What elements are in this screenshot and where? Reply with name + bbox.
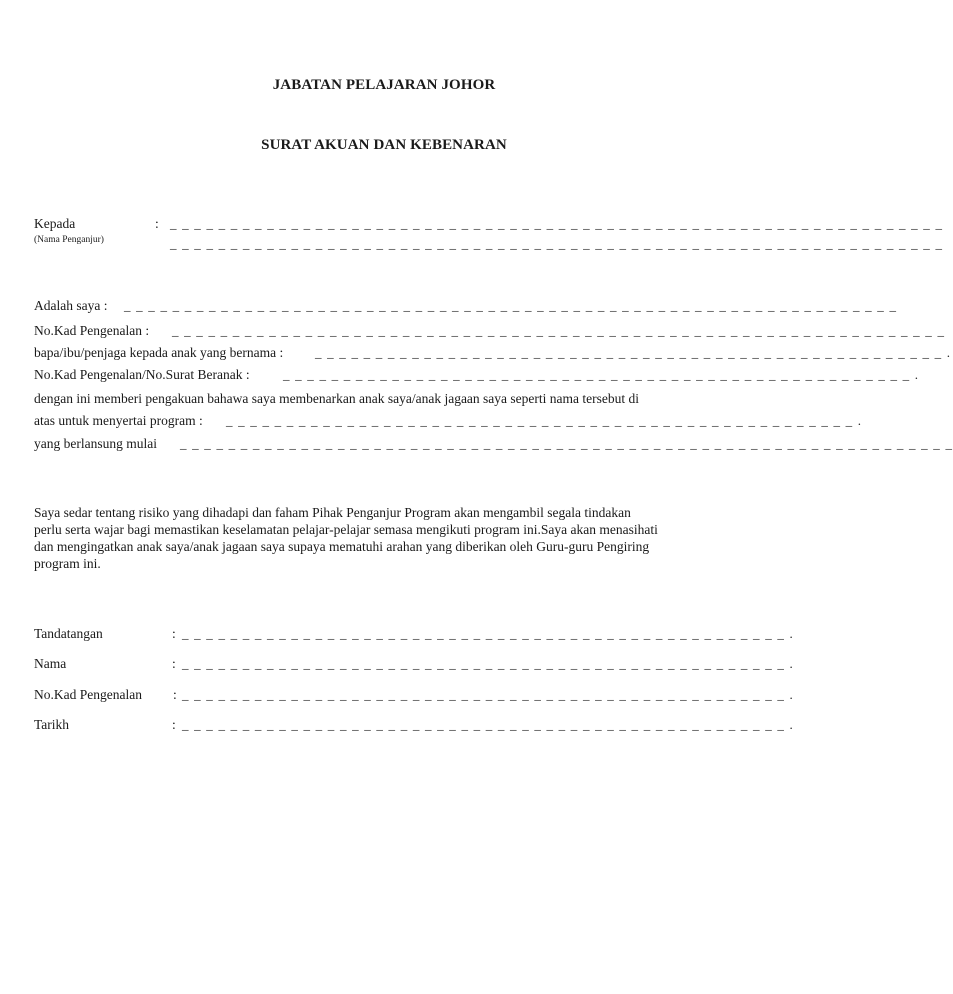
no-kad-sig-colon: : [173, 687, 177, 702]
nama-colon: : [172, 656, 176, 671]
tandatangan-field[interactable]: _ _ _ _ _ _ _ _ _ _ _ _ _ _ _ _ _ _ _ _ _ _ _ _ _ _ _ _ _ _ _ _ _ _ _ _ _ _ _ _ _ _ _ _ _ _ _ _ _ _ . [182, 626, 794, 641]
no-kad-sig-label: No.Kad Pengenalan [34, 687, 142, 702]
risk-line-1: Saya sedar tentang risiko yang dihadapi dan faham Pihak Penganjur Program akan mengambil segala tindakan [34, 505, 631, 520]
tarikh-mulai-field[interactable]: _ _ _ _ _ _ _ _ _ _ _ _ _ _ _ _ _ _ _ _ _ _ _ _ _ _ _ _ _ _ _ _ _ _ _ _ _ _ _ _ _ _ _ _ _ _ _ _ _ _ _ _ _ _ _ _ _ _ _ _ _ _ _ _ [180, 436, 953, 451]
no-kad-sig-field[interactable]: _ _ _ _ _ _ _ _ _ _ _ _ _ _ _ _ _ _ _ _ _ _ _ _ _ _ _ _ _ _ _ _ _ _ _ _ _ _ _ _ _ _ _ _ _ _ _ _ _ _ . [182, 687, 794, 702]
risk-line-4: program ini. [34, 556, 101, 571]
nama-label: Nama [34, 656, 67, 671]
no-kad-pengenalan-label: No.Kad Pengenalan : [34, 323, 150, 338]
program-field[interactable]: _ _ _ _ _ _ _ _ _ _ _ _ _ _ _ _ _ _ _ _ _ _ _ _ _ _ _ _ _ _ _ _ _ _ _ _ _ _ _ _ _ _ _ _ _ _ _ _ _ _ _ _ . [226, 413, 863, 428]
statement-text: dengan ini memberi pengakuan bahawa saya membenarkan anak saya/anak jagaan saya seperti nama tersebut di [34, 391, 639, 406]
nama-field[interactable]: _ _ _ _ _ _ _ _ _ _ _ _ _ _ _ _ _ _ _ _ _ _ _ _ _ _ _ _ _ _ _ _ _ _ _ _ _ _ _ _ _ _ _ _ _ _ _ _ _ _ . [182, 656, 794, 671]
document-title: SURAT AKUAN DAN KEBENARAN [261, 137, 507, 153]
bapa-ibu-penjaga-label: bapa/ibu/penjaga kepada anak yang bernama : [34, 345, 284, 360]
no-kad-pengenalan-field[interactable]: _ _ _ _ _ _ _ _ _ _ _ _ _ _ _ _ _ _ _ _ _ _ _ _ _ _ _ _ _ _ _ _ _ _ _ _ _ _ _ _ _ _ _ _ _ _ _ _ _ _ _ _ _ _ _ _ _ _ _ _ _ _ _ _ [172, 323, 946, 338]
tandatangan-colon: : [172, 626, 176, 641]
kepada-colon: : [155, 216, 159, 231]
berlansung-label: yang berlansung mulai [34, 436, 157, 451]
risk-line-2: perlu serta wajar bagi memastikan keselamatan pelajar-pelajar semasa mengikuti program ini.Saya akan menasihati [34, 522, 658, 537]
kepada-label: Kepada [34, 216, 76, 231]
tarikh-label: Tarikh [34, 717, 70, 732]
tandatangan-label: Tandatangan [34, 626, 103, 641]
adalah-saya-field[interactable]: _ _ _ _ _ _ _ _ _ _ _ _ _ _ _ _ _ _ _ _ _ _ _ _ _ _ _ _ _ _ _ _ _ _ _ _ _ _ _ _ _ _ _ _ _ _ _ _ _ _ _ _ _ _ _ _ _ _ _ _ _ _ _ _ [124, 298, 898, 313]
nama-anak-field[interactable]: _ _ _ _ _ _ _ _ _ _ _ _ _ _ _ _ _ _ _ _ _ _ _ _ _ _ _ _ _ _ _ _ _ _ _ _ _ _ _ _ _ _ _ _ _ _ _ _ _ _ _ _ . [315, 345, 952, 360]
kepada-field-line-2[interactable]: _ _ _ _ _ _ _ _ _ _ _ _ _ _ _ _ _ _ _ _ _ _ _ _ _ _ _ _ _ _ _ _ _ _ _ _ _ _ _ _ _ _ _ _ _ _ _ _ _ _ _ _ _ _ _ _ _ _ _ _ _ _ _ _ [170, 236, 944, 251]
tarikh-field[interactable]: _ _ _ _ _ _ _ _ _ _ _ _ _ _ _ _ _ _ _ _ _ _ _ _ _ _ _ _ _ _ _ _ _ _ _ _ _ _ _ _ _ _ _ _ _ _ _ _ _ _ . [182, 717, 794, 732]
risk-line-3: dan mengingatkan anak saya/anak jagaan saya supaya mematuhi arahan yang diberikan oleh Guru-guru Pengiring [34, 539, 650, 554]
nama-penganjur-label: (Nama Penganjur) [34, 235, 104, 245]
no-kad-surat-beranak-field[interactable]: _ _ _ _ _ _ _ _ _ _ _ _ _ _ _ _ _ _ _ _ _ _ _ _ _ _ _ _ _ _ _ _ _ _ _ _ _ _ _ _ _ _ _ _ _ _ _ _ _ _ _ _ . [283, 367, 920, 382]
department-title: JABATAN PELAJARAN JOHOR [272, 77, 496, 93]
adalah-saya-label: Adalah saya : [34, 298, 108, 313]
tarikh-colon: : [172, 717, 176, 732]
kepada-field-line-1[interactable]: _ _ _ _ _ _ _ _ _ _ _ _ _ _ _ _ _ _ _ _ _ _ _ _ _ _ _ _ _ _ _ _ _ _ _ _ _ _ _ _ _ _ _ _ _ _ _ _ _ _ _ _ _ _ _ _ _ _ _ _ _ _ _ _ [170, 216, 944, 231]
atas-untuk-label: atas untuk menyertai program : [34, 413, 203, 428]
risk-paragraph [34, 504, 734, 572]
no-kad-surat-beranak-label: No.Kad Pengenalan/No.Surat Beranak : [34, 367, 250, 382]
